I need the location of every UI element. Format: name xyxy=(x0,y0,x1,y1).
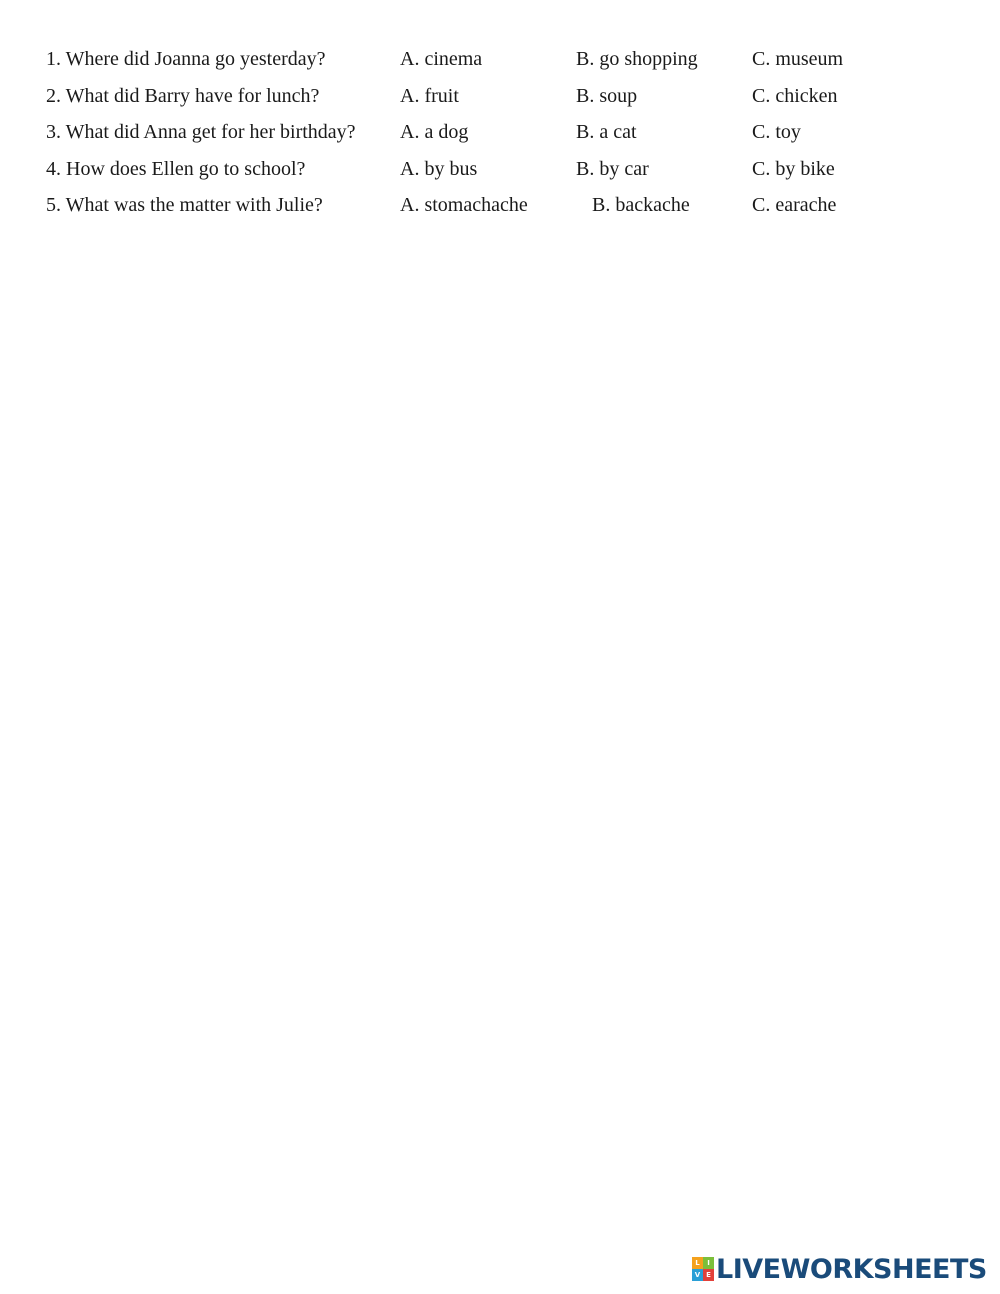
option-c[interactable]: C. toy xyxy=(752,121,801,144)
option-b[interactable]: B. a cat xyxy=(576,121,637,144)
question-text: 5. What was the matter with Julie? xyxy=(46,194,323,217)
option-c[interactable]: C. museum xyxy=(752,48,844,70)
question-text: 2. What did Barry have for lunch? xyxy=(46,84,320,107)
logo-mark-letter: E xyxy=(703,1269,714,1281)
question-row-4 xyxy=(46,154,946,191)
option-a[interactable]: A. fruit xyxy=(400,84,459,107)
option-a[interactable]: A. by bus xyxy=(400,157,478,180)
question-row-1 xyxy=(46,44,946,81)
option-c[interactable]: C. chicken xyxy=(752,84,838,107)
liveworksheets-logo xyxy=(692,1254,987,1284)
question-text: 3. What did Anna get for her birthday? xyxy=(46,121,356,144)
option-a[interactable]: A. cinema xyxy=(400,48,483,70)
logo-mark-letter: I xyxy=(703,1257,714,1269)
logo-wordmark: LIVEWORKSHEETS xyxy=(716,1253,987,1285)
option-b[interactable]: B. go shopping xyxy=(576,48,698,70)
question-row-2 xyxy=(46,81,946,118)
option-b[interactable]: B. by car xyxy=(576,157,649,180)
question-text: 4. How does Ellen go to school? xyxy=(46,157,306,180)
question-text: 1. Where did Joanna go yesterday? xyxy=(46,48,326,70)
liveworksheets-logo-icon xyxy=(692,1257,714,1281)
logo-mark-letter: L xyxy=(692,1257,703,1269)
option-b[interactable]: B. soup xyxy=(576,84,638,107)
option-a[interactable]: A. stomachache xyxy=(400,194,528,217)
logo-mark-letter: V xyxy=(692,1269,703,1281)
option-a[interactable]: A. a dog xyxy=(400,121,469,144)
question-row-5 xyxy=(46,190,946,227)
option-b[interactable]: B. backache xyxy=(592,194,690,217)
option-c[interactable]: C. by bike xyxy=(752,157,835,180)
option-c[interactable]: C. earache xyxy=(752,194,837,217)
worksheet-questions xyxy=(46,44,946,227)
question-row-3 xyxy=(46,117,946,154)
